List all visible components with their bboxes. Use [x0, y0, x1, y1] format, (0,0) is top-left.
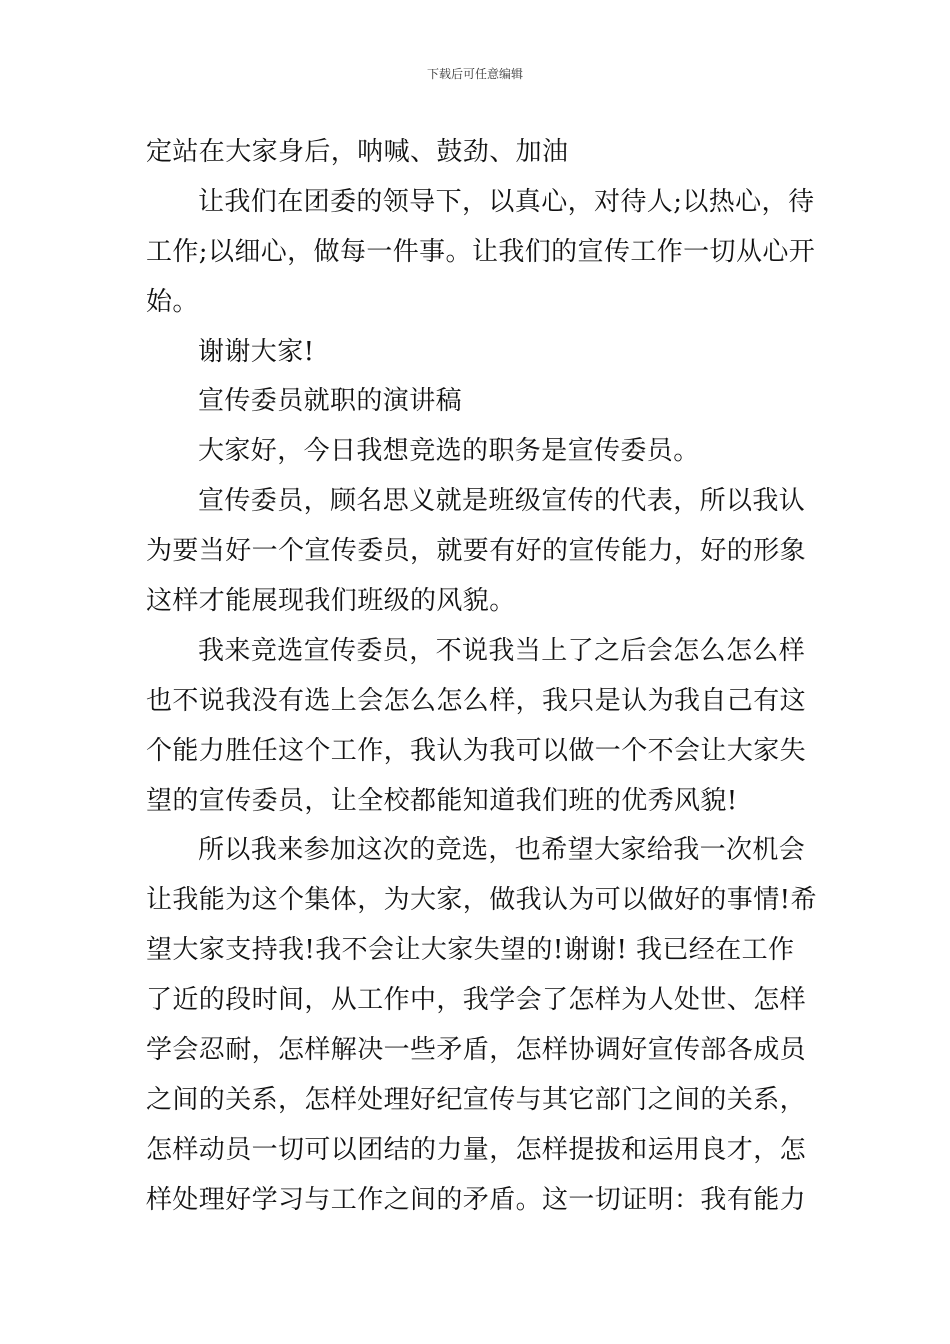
text-line: 工作;以细心，做每一件事。让我们的宣传工作一切从心开: [146, 236, 816, 267]
text-line: 这样才能展现我们班级的风貌。: [146, 586, 516, 617]
paragraph-start-line: 大家好，今日我想竞选的职务是宣传委员。: [198, 436, 700, 467]
page-header: 下载后可任意编辑: [426, 67, 523, 81]
paragraph-start-line: 谢谢大家!: [198, 336, 315, 367]
paragraph-start-line: 所以我来参加这次的竞选，也希望大家给我一次机会: [198, 835, 806, 866]
text-line: 让我能为这个集体，为大家，做我认为可以做好的事情!希: [146, 885, 817, 916]
text-line: 了近的段时间，从工作中，我学会了怎样为人处世、怎样: [146, 985, 807, 1016]
text-line: 定站在大家身后，呐喊、鼓劲、加油: [146, 137, 569, 167]
document-body: [146, 128, 817, 1226]
paragraph-start-line: 让我们在团委的领导下，以真心，对待人;以热心，待: [198, 186, 815, 217]
text-line: 为要当好一个宣传委员，就要有好的宣传能力，好的形象: [146, 536, 807, 567]
text-line: 望大家支持我!我不会让大家失望的!谢谢! 我已经在工作: [146, 935, 795, 966]
section-title: 宣传委员就职的演讲稿: [198, 386, 463, 417]
text-line: 学会忍耐，怎样解决一些矛盾，怎样协调好宣传部各成员: [146, 1035, 807, 1066]
text-line: 个能力胜任这个工作，我认为我可以做一个不会让大家失: [146, 735, 807, 766]
text-line: 也不说我没有选上会怎么怎么样，我只是认为我自己有这: [146, 685, 807, 716]
paragraph-start-line: 宣传委员，顾名思义就是班级宣传的代表，所以我认: [198, 486, 806, 517]
text-line: 之间的关系，怎样处理好纪宣传与其它部门之间的关系，: [146, 1084, 807, 1115]
text-line: 望的宣传委员，让全校都能知道我们班的优秀风貌!: [146, 785, 738, 816]
paragraph-start-line: 我来竞选宣传委员，不说我当上了之后会怎么怎么样: [198, 635, 806, 666]
text-line: 始。: [146, 286, 199, 317]
text-line: 样处理好学习与工作之间的矛盾。这一切证明：我有能力: [146, 1184, 807, 1215]
text-line: 怎样动员一切可以团结的力量，怎样提拔和运用良才，怎: [146, 1134, 807, 1165]
